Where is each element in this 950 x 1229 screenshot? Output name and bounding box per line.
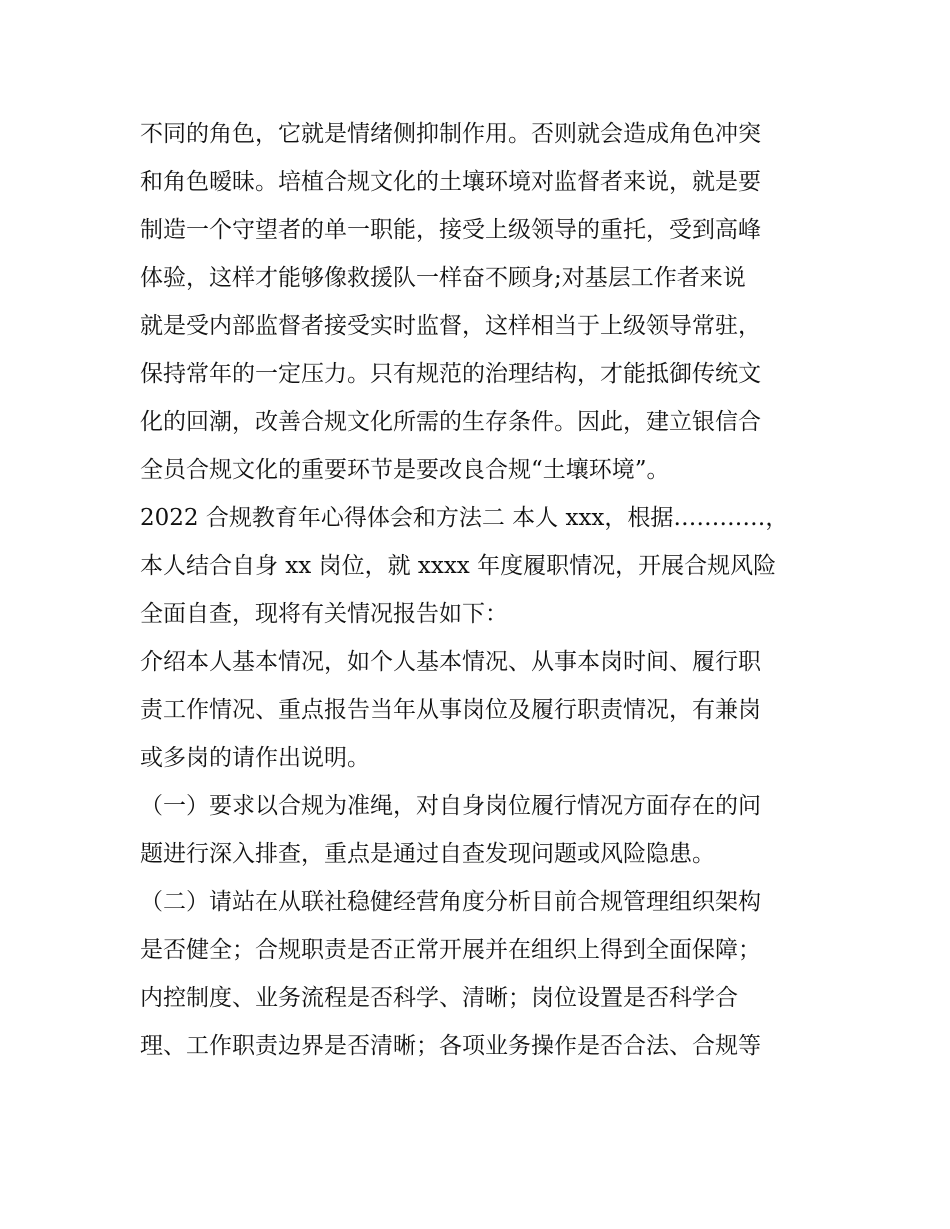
text-line: 保持常年的一定压力。只有规范的治理结构，才能抵御传统文 xyxy=(140,361,761,387)
text-line: 内控制度、业务流程是否科学、清晰；岗位设置是否科学合 xyxy=(140,985,738,1011)
document-body xyxy=(140,110,820,1070)
text-line: 制造一个守望者的单一职能，接受上级领导的重托，受到高峰 xyxy=(140,217,761,243)
text-line: 就是受内部监督者接受实时监督，这样相当于上级领导常驻， xyxy=(140,313,761,339)
list-item-line: （二）请站在从联社稳健经营角度分析目前合规管理组织架构 xyxy=(140,889,761,915)
text-line: 和角色暧昧。培植合规文化的土壤环境对监督者来说，就是要 xyxy=(140,169,761,195)
text-line: 或多岗的请作出说明。 xyxy=(140,745,370,771)
text-line: 不同的角色，它就是情绪侧抑制作用。否则就会造成角色冲突 xyxy=(140,121,761,147)
text-line: 是否健全；合规职责是否正常开展并在组织上得到全面保障； xyxy=(140,937,761,963)
text-line: 本人结合自身 xx 岗位，就 xxxx 年度履职情况，开展合规风险 xyxy=(140,553,777,579)
section-heading-line: 2022 合规教育年心得体会和方法二 本人 xxx，根据…………， xyxy=(140,505,789,531)
text-line: 全员合规文化的重要环节是要改良合规“土壤环境”。 xyxy=(140,457,670,483)
list-item-line: （一）要求以合规为准绳，对自身岗位履行情况方面存在的问 xyxy=(140,793,761,819)
text-line: 化的回潮，改善合规文化所需的生存条件。因此，建立银信合 xyxy=(140,409,761,435)
text-line: 理、工作职责边界是否清晰；各项业务操作是否合法、合规等 xyxy=(140,1033,761,1059)
text-line: 责工作情况、重点报告当年从事岗位及履行职责情况，有兼岗 xyxy=(140,697,761,723)
text-line: 全面自查，现将有关情况报告如下： xyxy=(140,601,508,627)
text-line: 题进行深入排查，重点是通过自查发现问题或风险隐患。 xyxy=(140,841,715,867)
text-line: 体验，这样才能够像救援队一样奋不顾身;对基层工作者来说 xyxy=(140,265,746,291)
text-line: 介绍本人基本情况，如个人基本情况、从事本岗时间、履行职 xyxy=(140,649,761,675)
